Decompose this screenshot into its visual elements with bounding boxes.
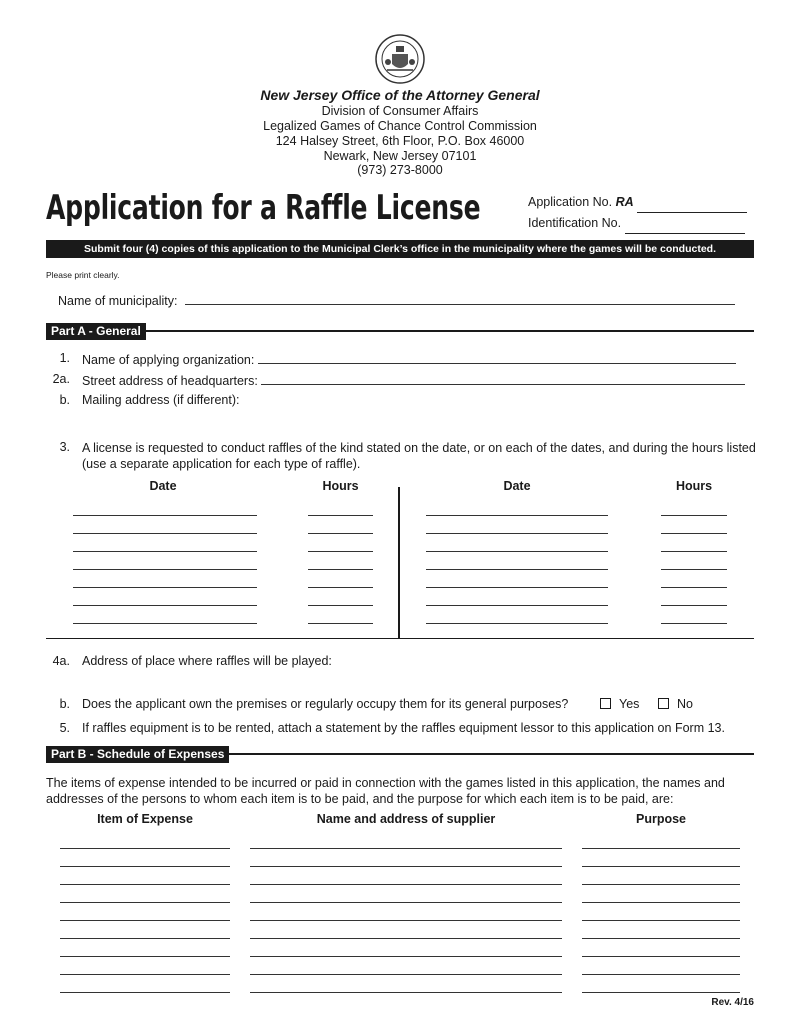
identification-no-label: Identification No. — [528, 216, 622, 230]
q4a-label: Address of place where raffles will be played: — [82, 654, 332, 668]
premises-no-option[interactable] — [658, 697, 693, 711]
mailing-address-field[interactable] — [250, 393, 750, 429]
hours-field[interactable] — [308, 587, 373, 588]
supplier-field[interactable] — [250, 902, 562, 903]
identification-no-field[interactable] — [625, 219, 745, 234]
purpose-field[interactable] — [582, 956, 740, 957]
address-line: Newark, New Jersey 07101 — [323, 149, 477, 163]
q3-text: A license is requested to conduct raffles of the kind stated on the date, or on each of the dates, and during the hours listed (use a separate application for each type of raffle). — [82, 441, 756, 471]
agency-name: New Jersey Office of the Attorney General — [260, 87, 540, 103]
municipality-label: Name of municipality: — [58, 294, 178, 308]
hours-field[interactable] — [661, 569, 727, 570]
expense-item-field[interactable] — [60, 992, 230, 993]
hours-field[interactable] — [661, 587, 727, 588]
supplier-field[interactable] — [250, 848, 562, 849]
hours-field[interactable] — [308, 569, 373, 570]
purpose-field[interactable] — [582, 974, 740, 975]
date-field[interactable] — [426, 569, 608, 570]
schedule-bottom-rule — [46, 638, 754, 639]
organization-name-field[interactable] — [258, 351, 736, 364]
date-field[interactable] — [73, 551, 257, 552]
address-line: 124 Halsey Street, 6th Floor, P.O. Box 46000 — [275, 134, 525, 148]
expense-item-field[interactable] — [60, 884, 230, 885]
expense-header-purpose: Purpose — [635, 812, 686, 826]
q4b-label: Does the applicant own the premises or regularly occupy them for its general purposes? — [82, 697, 569, 711]
yes-label: Yes — [619, 697, 640, 711]
supplier-field[interactable] — [250, 974, 562, 975]
q4b-number: b. — [59, 697, 70, 711]
q4a-number: 4a. — [52, 654, 70, 668]
date-field[interactable] — [426, 605, 608, 606]
hours-field[interactable] — [308, 623, 373, 624]
part-a-rule — [46, 330, 754, 332]
supplier-field[interactable] — [250, 992, 562, 993]
application-no-label: Application No. — [528, 195, 613, 209]
hours-field[interactable] — [661, 605, 727, 606]
schedule-header-date: Date — [149, 479, 177, 493]
municipality-field[interactable] — [185, 292, 735, 305]
purpose-field[interactable] — [582, 848, 740, 849]
municipality-row — [58, 292, 735, 308]
date-field[interactable] — [426, 515, 608, 516]
supplier-field[interactable] — [250, 920, 562, 921]
yes-checkbox[interactable] — [600, 698, 611, 709]
print-clearly-note: Please print clearly. — [46, 270, 120, 280]
address-line: Legalized Games of Chance Control Commission — [263, 119, 537, 133]
hours-field[interactable] — [661, 551, 727, 552]
q1-number: 1. — [59, 351, 70, 365]
date-field[interactable] — [73, 605, 257, 606]
expense-item-field[interactable] — [60, 866, 230, 867]
nj-state-seal-icon — [375, 34, 425, 84]
q5-number: 5. — [59, 721, 70, 735]
no-label: No — [677, 697, 693, 711]
q1-row — [82, 351, 736, 367]
q2a-row — [82, 372, 745, 388]
expense-header-item: Item of Expense — [97, 812, 193, 826]
supplier-field[interactable] — [250, 938, 562, 939]
date-field[interactable] — [73, 533, 257, 534]
purpose-field[interactable] — [582, 992, 740, 993]
q1-label: Name of applying organization: — [82, 353, 255, 367]
expense-item-field[interactable] — [60, 902, 230, 903]
q2a-number: 2a. — [52, 372, 70, 386]
date-field[interactable] — [73, 587, 257, 588]
headquarters-address-field[interactable] — [261, 372, 745, 385]
schedule-header-hours: Hours — [675, 479, 713, 493]
purpose-field[interactable] — [582, 884, 740, 885]
hours-field[interactable] — [661, 623, 727, 624]
date-field[interactable] — [73, 623, 257, 624]
raffle-place-address-field[interactable] — [345, 654, 750, 684]
hours-field[interactable] — [308, 533, 373, 534]
revision-label: Rev. 4/16 — [711, 997, 754, 1008]
hours-field[interactable] — [308, 515, 373, 516]
part-a-title: Part A - General — [46, 323, 146, 340]
part-b-intro: The items of expense intended to be incurred or paid in connection with the games listed in this application, the names and addresses of the persons to whom each item is to be paid, and the purpose for which each item is to be paid, are: — [46, 776, 725, 806]
purpose-field[interactable] — [582, 938, 740, 939]
expense-item-field[interactable] — [60, 974, 230, 975]
expense-item-field[interactable] — [60, 848, 230, 849]
application-number-block — [528, 192, 747, 234]
date-field[interactable] — [73, 569, 257, 570]
expense-item-field[interactable] — [60, 956, 230, 957]
q2b-number: b. — [59, 393, 70, 407]
schedule-divider — [398, 487, 400, 639]
q3-number: 3. — [59, 440, 70, 454]
hours-field[interactable] — [661, 533, 727, 534]
no-checkbox[interactable] — [658, 698, 669, 709]
page-title: Application for a Raffle License — [46, 188, 481, 228]
part-b-title: Part B - Schedule of Expenses — [46, 746, 229, 763]
expense-item-field[interactable] — [60, 938, 230, 939]
application-no-prefix: RA — [615, 195, 634, 209]
date-field[interactable] — [426, 587, 608, 588]
q2b-label: Mailing address (if different): — [82, 393, 240, 407]
supplier-field[interactable] — [250, 884, 562, 885]
hours-field[interactable] — [308, 551, 373, 552]
date-field[interactable] — [426, 623, 608, 624]
date-field[interactable] — [426, 533, 608, 534]
schedule-header-hours: Hours — [322, 479, 359, 493]
supplier-field[interactable] — [250, 956, 562, 957]
address-line: Division of Consumer Affairs — [321, 104, 479, 118]
date-field[interactable] — [426, 551, 608, 552]
hours-field[interactable] — [308, 605, 373, 606]
purpose-field[interactable] — [582, 866, 740, 867]
hours-field[interactable] — [661, 515, 727, 516]
expense-header-supplier: Name and address of supplier — [316, 812, 496, 826]
supplier-field[interactable] — [250, 866, 562, 867]
purpose-field[interactable] — [582, 902, 740, 903]
date-field[interactable] — [73, 515, 257, 516]
schedule-header-date: Date — [503, 479, 531, 493]
premises-yes-option[interactable] — [600, 697, 639, 711]
expense-item-field[interactable] — [60, 920, 230, 921]
q2a-label: Street address of headquarters: — [82, 374, 258, 388]
application-no-field[interactable] — [637, 198, 747, 213]
submission-banner: Submit four (4) copies of this application to the Municipal Clerk’s office in the municipality where the games will be conducted. — [46, 240, 754, 258]
address-line: (973) 273-8000 — [357, 163, 443, 177]
purpose-field[interactable] — [582, 920, 740, 921]
q5-text: If raffles equipment is to be rented, attach a statement by the raffles equipment lessor to this application on Form 13. — [82, 721, 725, 735]
